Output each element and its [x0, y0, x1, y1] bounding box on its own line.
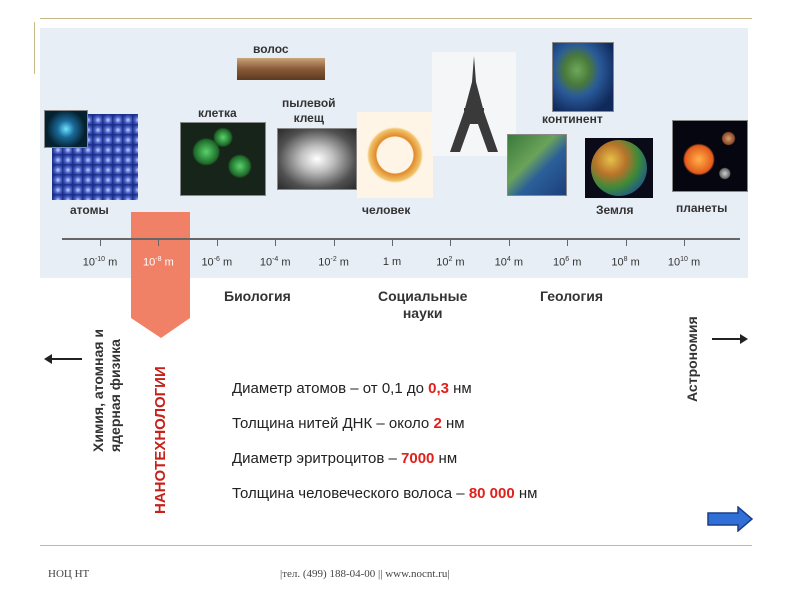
label-dust-mite: пылевой клещ [282, 96, 336, 125]
tick-unit: m [687, 256, 701, 269]
fact-value: 7000 [401, 450, 435, 467]
footer-contacts[interactable]: |тел. (499) 188-04-00 || www.nocnt.ru| [280, 568, 450, 580]
tick-exponent: -6 [213, 256, 220, 263]
tick-base: 10 [318, 256, 331, 269]
tick-base: 10 [201, 256, 214, 269]
axis-tick [392, 240, 393, 246]
axis-tick [275, 240, 276, 246]
fact-value: 2 [433, 415, 442, 432]
axis-tick-label [553, 256, 581, 269]
tick-unit: m [510, 256, 523, 269]
fact-line [232, 415, 465, 432]
tick-exponent: -2 [330, 256, 337, 263]
label-atoms: атомы [70, 203, 109, 217]
right-arrow-icon [710, 332, 750, 346]
tick-base: 10 [494, 256, 507, 269]
axis-tick-label [201, 256, 232, 269]
tick-exponent: 2 [448, 256, 453, 263]
label-human: человек [362, 203, 411, 217]
axis-tick [217, 240, 218, 246]
axis-tick [158, 240, 159, 246]
eiffel-tower-image [432, 52, 516, 156]
fact-value: 0,3 [428, 380, 449, 397]
label-cell: клетка [198, 106, 237, 120]
fact-line [232, 485, 537, 502]
axis-tick [509, 240, 510, 246]
tick-unit: m [219, 256, 233, 269]
tick-exponent: 8 [623, 256, 628, 263]
tick-unit: m [105, 256, 118, 269]
tick-unit: m [627, 256, 640, 269]
hair-image [237, 58, 325, 80]
tick-base: 10 [611, 256, 624, 269]
axis-tick [567, 240, 568, 246]
tick-unit: m [336, 256, 349, 269]
planets-image [672, 120, 748, 192]
fact-unit: нм [434, 450, 458, 467]
next-slide-button[interactable] [706, 506, 754, 532]
label-continent: континент [542, 112, 603, 126]
fact-text: Толщина человеческого волоса – [232, 485, 469, 502]
cell-image [180, 122, 266, 196]
axis-tick [684, 240, 685, 246]
tick-exponent: -4 [272, 256, 279, 263]
domain-astronomy: Астрономия [684, 316, 700, 402]
tick-base: 10 [259, 256, 273, 269]
axis-tick-label [668, 256, 700, 269]
axis-tick-label [383, 256, 401, 268]
axis-tick-label [260, 256, 291, 269]
human-image [357, 112, 433, 198]
tick-exponent: 6 [565, 256, 570, 263]
tick-unit: m [161, 256, 174, 269]
axis-tick [450, 240, 451, 246]
tick-exponent: -10 [94, 256, 106, 263]
italy-map-image [507, 134, 567, 196]
fact-text: Толщина нитей ДНК – около [232, 415, 434, 432]
footer-org: НОЦ НТ [48, 568, 90, 580]
axis-tick [626, 240, 627, 246]
fact-line [232, 380, 472, 397]
fact-value: 80 000 [468, 485, 515, 502]
continent-image [552, 42, 614, 112]
fact-text: Диаметр эритроцитов – [232, 450, 402, 467]
domain-nanotech: НАНОТЕХНОЛОГИИ [152, 366, 169, 514]
axis-tick-label [143, 256, 174, 269]
tick-base: 10 [82, 256, 95, 269]
domain-geology: Геология [540, 288, 604, 304]
label-planets: планеты [676, 201, 728, 215]
tick-base: 10 [667, 256, 681, 269]
tick-base: 10 [143, 256, 156, 269]
axis-tick [334, 240, 335, 246]
tick-unit: m [452, 256, 465, 269]
fact-unit: нм [441, 415, 465, 432]
tower-icon [432, 52, 516, 156]
fact-unit: нм [448, 380, 472, 397]
tick-exponent: -8 [155, 256, 162, 263]
domain-biology: Биология [224, 288, 291, 304]
axis-tick-label [318, 256, 349, 269]
axis-tick-label [611, 256, 639, 269]
tick-unit: m [278, 256, 291, 269]
left-arrow-icon [44, 352, 84, 366]
tick-base: 1 [382, 256, 389, 268]
axis-tick-label [495, 256, 523, 269]
label-earth: Земля [596, 203, 634, 217]
atom-model-image [44, 110, 88, 148]
tick-exponent: 4 [506, 256, 511, 263]
tick-exponent: 10 [680, 256, 688, 263]
fact-unit: нм [514, 485, 538, 502]
fact-text: Диаметр атомов – от 0,1 до [232, 380, 429, 397]
axis-tick [100, 240, 101, 246]
axis-tick-label [83, 256, 118, 269]
earth-image [585, 138, 653, 198]
tick-base: 10 [436, 256, 449, 269]
tick-unit: m [569, 256, 582, 269]
domain-social: Социальные науки [378, 288, 468, 321]
tick-base: 10 [552, 256, 566, 269]
label-hair: волос [253, 42, 289, 56]
tick-unit: m [388, 256, 402, 268]
fact-line [232, 450, 457, 467]
axis-tick-label [436, 256, 464, 269]
scale-axis [62, 238, 740, 240]
dust-mite-image [277, 128, 357, 190]
domain-chemistry: Химия, атомная и ядерная физика [90, 329, 123, 452]
